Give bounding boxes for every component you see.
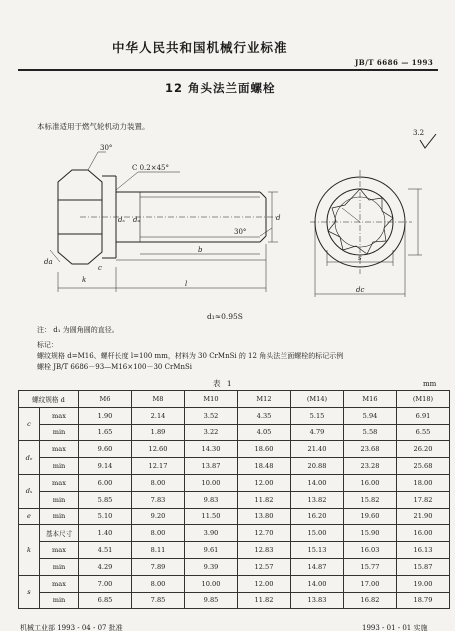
row-qualifier: 基本尺寸 — [40, 525, 79, 542]
table-cell: 8.00 — [132, 525, 185, 542]
table-unit: mm — [423, 380, 437, 388]
table-cell: 16.82 — [344, 592, 397, 609]
label-chamfer: C 0.2×45° — [132, 164, 169, 172]
table-cell: 18.79 — [397, 592, 450, 609]
table-cell: 6.55 — [397, 424, 450, 441]
row-symbol: s — [19, 575, 40, 609]
table-cell: 5.58 — [344, 424, 397, 441]
table-cell: 25.68 — [397, 458, 450, 475]
table-cell: 19.00 — [397, 575, 450, 592]
table-cell: 4.79 — [291, 424, 344, 441]
table-cell: 23.28 — [344, 458, 397, 475]
table-row — [19, 458, 450, 475]
table-cell: 9.61 — [185, 542, 238, 559]
table-row — [19, 474, 450, 491]
label-ds: dₛ — [118, 216, 125, 224]
row-qualifier: min — [40, 491, 79, 508]
table-cell: 15.90 — [344, 525, 397, 542]
table-cell: 18.60 — [238, 441, 291, 458]
table-row — [19, 491, 450, 508]
table-cell: 14.87 — [291, 558, 344, 575]
table-cell: 12.00 — [238, 575, 291, 592]
table-cell: 9.39 — [185, 558, 238, 575]
table-row — [19, 558, 450, 575]
marking-line-2: 螺栓 JB/T 6686－93—M16×100－30 CrMnSi — [37, 363, 192, 371]
table-cell: 18.00 — [397, 474, 450, 491]
label-c: c — [98, 264, 102, 272]
figure-note: 注： d₁ 为圆角圆的直径。 — [37, 326, 119, 334]
table-cell: 16.20 — [291, 508, 344, 525]
table-cell: 12.00 — [238, 474, 291, 491]
row-qualifier: min — [40, 558, 79, 575]
table-row — [19, 424, 450, 441]
row-qualifier: max — [40, 441, 79, 458]
table-cell: 6.00 — [79, 474, 132, 491]
table-cell: 3.52 — [185, 407, 238, 424]
header-thread-spec: 螺纹规格 d — [19, 391, 79, 408]
table-cell: 5.94 — [344, 407, 397, 424]
label-lead: da — [44, 258, 53, 266]
row-symbol: k — [19, 525, 40, 575]
label-l: l — [185, 280, 188, 288]
table-cell: 12.60 — [132, 441, 185, 458]
table-cell: 8.11 — [132, 542, 185, 559]
table-cell: 16.13 — [397, 542, 450, 559]
bolt-drawing — [20, 142, 440, 322]
table-cell: 9.20 — [132, 508, 185, 525]
table-cell: 9.83 — [185, 491, 238, 508]
label-head-angle: 30° — [100, 144, 113, 152]
row-qualifier: max — [40, 407, 79, 424]
table-cell: 10.00 — [185, 474, 238, 491]
roughness-value: 3.2 — [413, 129, 425, 137]
table-row — [19, 542, 450, 559]
table-cell: 18.48 — [238, 458, 291, 475]
row-symbol: c — [19, 407, 40, 441]
table-cell: 1.90 — [79, 407, 132, 424]
table-cell: 14.00 — [291, 474, 344, 491]
document-title: 12 角头法兰面螺栓 — [165, 81, 276, 95]
marking-line-1: 螺纹规格 d=M16、螺杆长度 l=100 mm，材料为 30 CrMnSi 的 12 角头法兰面螺栓的标记示例 — [37, 352, 344, 360]
table-cell: 5.85 — [79, 491, 132, 508]
table-row — [19, 407, 450, 424]
table-cell: 11.50 — [185, 508, 238, 525]
d1-formula: d₁≈0.95S — [207, 312, 243, 321]
row-symbol: dₛ — [19, 474, 40, 508]
surface-roughness-symbol — [413, 129, 424, 137]
header-m8: M8 — [132, 391, 185, 408]
table-row — [19, 592, 450, 609]
table-row — [19, 508, 450, 525]
row-qualifier: min — [40, 424, 79, 441]
table-cell: 5.10 — [79, 508, 132, 525]
table-cell: 7.00 — [79, 575, 132, 592]
row-qualifier: min — [40, 458, 79, 475]
table-cell: 13.87 — [185, 458, 238, 475]
table-cell: 7.85 — [132, 592, 185, 609]
table-cell: 3.90 — [185, 525, 238, 542]
table-cell: 13.82 — [291, 491, 344, 508]
table-cell: 2.14 — [132, 407, 185, 424]
table-cell: 16.03 — [344, 542, 397, 559]
table-cell: 11.82 — [238, 592, 291, 609]
table-header-row — [19, 391, 450, 408]
row-qualifier: max — [40, 542, 79, 559]
table-title: 表 1 — [213, 379, 234, 388]
table-cell: 4.51 — [79, 542, 132, 559]
marking-text — [37, 351, 437, 373]
table-cell: 8.00 — [132, 474, 185, 491]
table-cell: 12.70 — [238, 525, 291, 542]
issuing-organization: 中华人民共和国机械行业标准 — [112, 40, 288, 55]
header-m6: M6 — [79, 391, 132, 408]
table-cell: 1.89 — [132, 424, 185, 441]
table-cell: 1.65 — [79, 424, 132, 441]
table-cell: 4.35 — [238, 407, 291, 424]
table-cell: 14.00 — [291, 575, 344, 592]
row-qualifier: min — [40, 508, 79, 525]
table-cell: 19.60 — [344, 508, 397, 525]
table-cell: 4.05 — [238, 424, 291, 441]
table-cell: 16.00 — [397, 525, 450, 542]
implementation-line: 1993 - 01 - 01 实施 — [362, 624, 428, 631]
table-cell: 20.88 — [291, 458, 344, 475]
label-s: s — [358, 254, 362, 262]
row-qualifier: max — [40, 474, 79, 491]
table-cell: 10.00 — [185, 575, 238, 592]
table-cell: 15.00 — [291, 525, 344, 542]
table-cell: 9.85 — [185, 592, 238, 609]
table-cell: 13.83 — [291, 592, 344, 609]
table-cell: 7.89 — [132, 558, 185, 575]
table-cell: 9.60 — [79, 441, 132, 458]
label-b: b — [198, 246, 203, 254]
header-m16: M16 — [344, 391, 397, 408]
label-da: dₐ — [133, 216, 141, 224]
table-cell: 15.13 — [291, 542, 344, 559]
label-dc: dc — [356, 286, 365, 294]
approval-line: 机械工业部 1993 - 04 - 07 批准 — [20, 624, 123, 631]
label-thread-angle: 30° — [234, 228, 247, 236]
table-cell: 14.30 — [185, 441, 238, 458]
table-cell: 21.90 — [397, 508, 450, 525]
table-row — [19, 441, 450, 458]
table-cell: 6.85 — [79, 592, 132, 609]
row-symbol: e — [19, 508, 40, 525]
table-cell: 26.20 — [397, 441, 450, 458]
table-cell: 6.91 — [397, 407, 450, 424]
header-m12: M12 — [238, 391, 291, 408]
label-d: d — [276, 214, 281, 222]
table-cell: 21.40 — [291, 441, 344, 458]
header-m14: (M14) — [291, 391, 344, 408]
table-row — [19, 525, 450, 542]
table-cell: 13.80 — [238, 508, 291, 525]
table-cell: 12.83 — [238, 542, 291, 559]
table-cell: 15.87 — [397, 558, 450, 575]
table-cell: 23.68 — [344, 441, 397, 458]
table-cell: 8.00 — [132, 575, 185, 592]
row-qualifier: min — [40, 592, 79, 609]
marking-heading: 标记： — [37, 341, 58, 349]
standard-code: JB/T 6686 — 1993 — [355, 58, 434, 67]
table-cell: 15.77 — [344, 558, 397, 575]
table-cell: 5.15 — [291, 407, 344, 424]
label-k: k — [82, 276, 87, 284]
table-cell: 3.22 — [185, 424, 238, 441]
table-cell: 4.29 — [79, 558, 132, 575]
table-cell: 12.57 — [238, 558, 291, 575]
table-cell: 16.00 — [344, 474, 397, 491]
row-symbol: dₑ — [19, 441, 40, 475]
table-cell: 11.82 — [238, 491, 291, 508]
header-m10: M10 — [185, 391, 238, 408]
scope-statement: 本标准适用于燃气轮机动力装置。 — [37, 122, 150, 131]
table-row — [19, 575, 450, 592]
table-cell: 15.82 — [344, 491, 397, 508]
table-cell: 1.40 — [79, 525, 132, 542]
table-cell: 17.82 — [397, 491, 450, 508]
row-qualifier: max — [40, 575, 79, 592]
table-cell: 17.00 — [344, 575, 397, 592]
header-rule — [18, 69, 438, 71]
header-m18: (M18) — [397, 391, 450, 408]
table-cell: 9.14 — [79, 458, 132, 475]
table-cell: 7.83 — [132, 491, 185, 508]
dimension-table — [18, 390, 450, 609]
table-cell: 12.17 — [132, 458, 185, 475]
